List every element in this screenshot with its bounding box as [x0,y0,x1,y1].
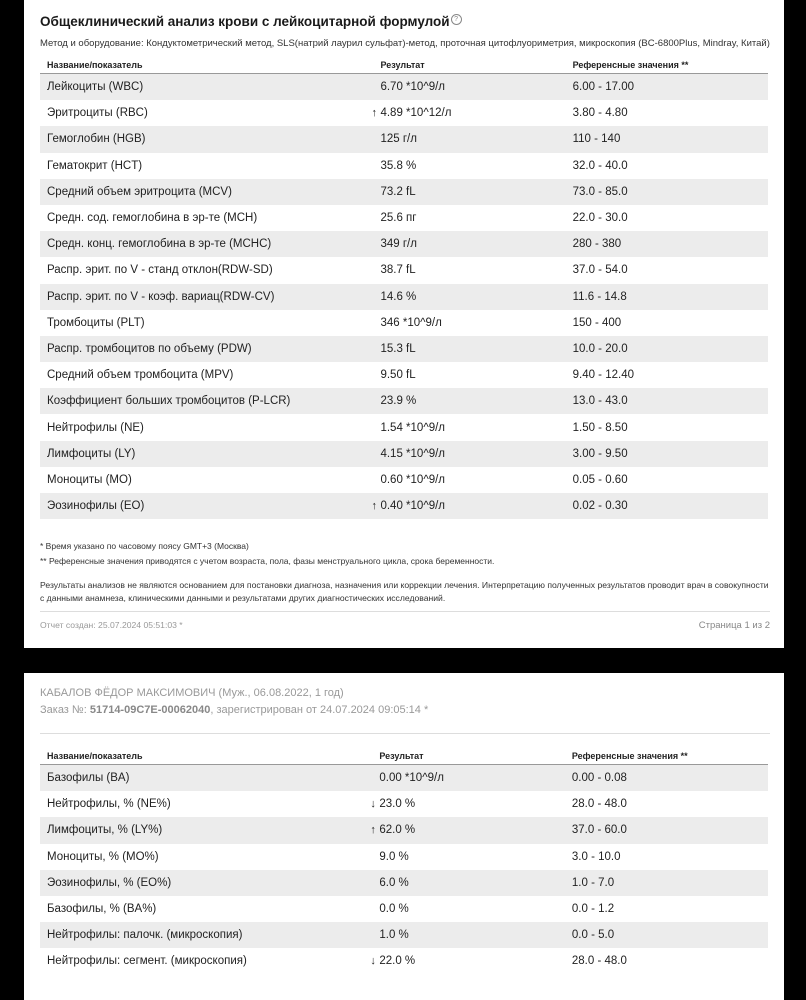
disclaimer: Результаты анализов не являются основанием для постановки диагноза, назначения или коррекции лечения. Интерпретацию полученных результатов проводит врач в совокупности с данными анамнеза, клиническими данными и результатами других диагностических исследований. [40,580,769,603]
table-row [40,362,768,388]
test-name: Нейтрофилы: палочк. (микроскопия) [40,922,372,948]
reference-range: 280 - 380 [566,231,768,257]
test-name: Моноциты (MO) [47,473,132,486]
table-header-row [40,56,768,74]
help-icon[interactable]: ? [451,14,462,25]
result-value: 25.6 пг [380,212,417,225]
test-result [373,153,565,179]
test-result [373,388,565,414]
test-name: Лейкоциты (WBC) [40,74,373,101]
result-value: 22.0 % [379,955,416,968]
test-result [373,414,565,440]
order-info: Заказ №: 51714-09C7E-00062040, зарегистрирован от 24.07.2024 09:05:14 * [40,704,429,716]
table-row [40,284,768,310]
table-row [40,179,768,205]
result-value: 0.40 *10^9/л [380,500,446,513]
header-ref: Референсные значения ** [565,747,768,765]
reference-range: 10.0 - 20.0 [566,336,768,362]
reference-range: 9.40 - 12.40 [572,369,634,382]
reference-range: 3.00 - 9.50 [566,441,768,467]
table-row [40,467,768,493]
method-description: Метод и оборудование: Кондуктометрический метод, SLS(натрий лаурил сульфат)-метод, проточная цитофлуориметрия, микроскопия (BC-6800Plus, Mindray, Китай) [40,38,770,49]
results-table-2 [40,747,768,975]
table-row [40,441,768,467]
timezone-note: * Время указано по часовому поясу GMT+3 (Москва) [40,541,249,551]
result-value: 0.0 % [379,903,409,916]
test-result [373,231,565,257]
test-name: Эритроциты (RBC) [47,107,148,120]
test-result [373,284,565,310]
reference-range: 11.6 - 14.8 [566,284,768,310]
test-name: Гематокрит (HCT) [47,159,143,172]
result-value: 1.0 % [379,929,409,942]
table-row [40,896,768,922]
result-value: 73.2 fL [380,185,416,198]
test-name: Эозинофилы, % (EO%) [40,870,372,896]
table-row [40,870,768,896]
report-title: Общеклинический анализ крови с лейкоцитарной формулой ? [40,14,462,29]
test-name: Лимфоциты (LY) [40,441,373,467]
page-number: Страница 1 из 2 [698,620,770,631]
test-name: Нейтрофилы, % (NE%) [47,798,171,811]
table-row [40,100,768,126]
result-value: 14.6 % [380,290,417,303]
order-number: 51714-09C7E-00062040 [89,704,211,716]
table-row [40,493,768,519]
table-row [40,791,768,817]
test-name: Базофилы (BA) [40,765,372,792]
result-value: 6.70 *10^9/л [380,81,446,94]
result-value: 125 г/л [380,133,417,146]
table-row [40,922,768,948]
header-result: Результат [372,747,565,765]
test-name: Средний объем эритроцита (MCV) [40,179,373,205]
result-value: 1.54 *10^9/л [380,421,446,434]
result-value: 38.7 fL [380,264,416,277]
test-name: Моноциты, % (MO%) [47,850,159,863]
patient-info: КАБАЛОВ ФЁДОР МАКСИМОВИЧ (Муж., 06.08.2022, 1 год) [40,687,344,699]
table-row [40,257,768,283]
table-row [40,205,768,231]
result-value: 9.0 % [379,850,409,863]
test-name: Распр. эрит. по V - коэф. вариац(RDW-CV) [40,284,373,310]
table-row [40,153,768,179]
reference-range: 0.0 - 1.2 [571,903,615,916]
result-value: 35.8 % [380,159,417,172]
test-result [373,257,565,283]
arrow-down-icon: ↓ [370,798,376,811]
reference-range: 3.0 - 10.0 [571,850,621,863]
header-name: Название/показатель [40,747,372,765]
reference-range: 28.0 - 48.0 [571,798,627,811]
result-value: 15.3 fL [380,342,416,355]
test-result [372,765,565,792]
arrow-up-icon: ↑ [371,500,377,513]
report-created: Отчет создан: 25.07.2024 05:51:03 * [40,620,183,630]
result-value: 0.60 *10^9/л [380,473,446,486]
test-result [372,817,565,843]
result-value: 346 *10^9/л [380,316,442,329]
test-name: Распр. эрит. по V - станд отклон(RDW-SD) [47,264,273,277]
results-table-1 [40,56,768,519]
reference-range: 0.0 - 5.0 [565,922,768,948]
reference-range: 0.05 - 0.60 [572,473,628,486]
reference-range: 3.80 - 4.80 [572,107,628,120]
test-name: Нейтрофилы: сегмент. (микроскопия) [47,955,247,968]
test-result [372,922,565,948]
table-row [40,231,768,257]
result-value: 349 г/л [380,238,417,251]
test-name: Средн. сод. гемоглобина в эр-те (MCH) [47,212,258,225]
footer-divider [40,611,770,612]
test-result [372,896,565,922]
test-result [373,336,565,362]
reference-range: 32.0 - 40.0 [572,159,628,172]
test-result [373,362,565,388]
header-result: Результат [373,56,565,74]
result-value: 9.50 fL [380,369,416,382]
reference-range: 6.00 - 17.00 [566,74,768,101]
test-name: Базофилы, % (BA%) [47,903,157,916]
report-page-2 [24,673,784,1000]
test-result [373,310,565,336]
test-result [373,100,565,126]
reference-range: 1.50 - 8.50 [572,421,628,434]
arrow-down-icon: ↓ [370,955,376,968]
test-result [373,179,565,205]
result-value: 4.89 *10^12/л [380,107,452,120]
reference-range: 28.0 - 48.0 [571,955,627,968]
reference-range: 150 - 400 [572,316,622,329]
header-name: Название/показатель [40,56,373,74]
reference-range: 1.0 - 7.0 [565,870,768,896]
test-result [373,126,565,152]
table-row [40,126,768,152]
arrow-up-icon: ↑ [371,107,377,120]
table-header-row [40,747,768,765]
table-row [40,310,768,336]
table-row [40,74,768,101]
header-ref: Референсные значения ** [566,56,768,74]
test-result [372,948,565,974]
test-name: Коэффициент больших тромбоцитов (P-LCR) [40,388,373,414]
reference-range: 110 - 140 [566,126,768,152]
test-result [373,441,565,467]
test-name: Средний объем тромбоцита (MPV) [47,369,234,382]
report-page-1 [24,0,784,648]
reference-note: ** Референсные значения приводятся с учетом возраста, пола, фазы менструального цикла, срока беременности. [40,556,495,566]
test-name: Нейтрофилы (NE) [47,421,144,434]
test-name: Распр. тромбоцитов по объему (PDW) [40,336,373,362]
test-name: Лимфоциты, % (LY%) [40,817,372,843]
result-value: 4.15 *10^9/л [380,447,446,460]
test-result [373,74,565,101]
reference-range: 22.0 - 30.0 [572,212,628,225]
test-result [373,493,565,519]
result-value: 62.0 % [379,824,416,837]
test-result [372,844,565,870]
table-row [40,844,768,870]
arrow-up-icon: ↑ [370,824,376,837]
reference-range: 37.0 - 60.0 [565,817,768,843]
result-value: 23.0 % [379,798,416,811]
test-result [372,870,565,896]
test-name: Тромбоциты (PLT) [47,316,145,329]
test-result [373,467,565,493]
reference-range: 73.0 - 85.0 [566,179,768,205]
reference-range: 0.00 - 0.08 [565,765,768,792]
reference-range: 13.0 - 43.0 [566,388,768,414]
result-value: 6.0 % [379,876,409,889]
test-name: Средн. конц. гемоглобина в эр-те (MCHC) [40,231,373,257]
table-row [40,336,768,362]
test-name: Эозинофилы (EO) [40,493,373,519]
header-divider [40,733,770,734]
test-result [373,205,565,231]
reference-range: 0.02 - 0.30 [566,493,768,519]
result-value: 23.9 % [380,395,417,408]
table-row [40,765,768,792]
table-row [40,948,768,974]
table-row [40,414,768,440]
table-row [40,817,768,843]
reference-range: 37.0 - 54.0 [572,264,628,277]
result-value: 0.00 *10^9/л [379,772,444,785]
table-row [40,388,768,414]
test-name: Гемоглобин (HGB) [40,126,373,152]
test-result [372,791,565,817]
